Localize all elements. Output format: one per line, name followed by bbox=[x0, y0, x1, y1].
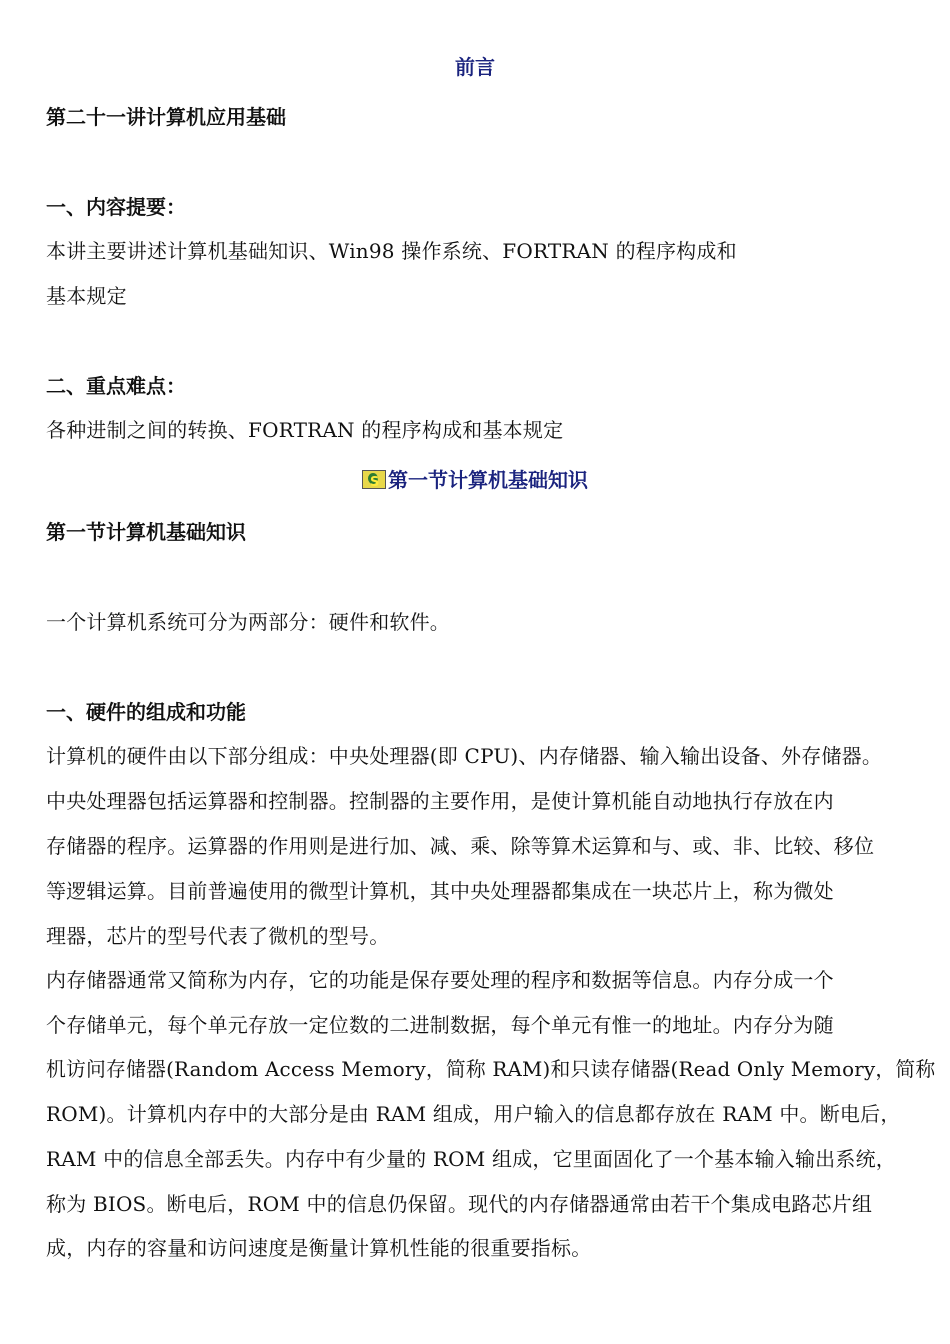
hardware-line: 称为 BIOS。断电后，ROM 中的信息仍保留。现代的内存储器通常由若干个集成电路芯片组 bbox=[46, 1192, 873, 1216]
chapter-heading: 第一节计算机基础知识 bbox=[46, 520, 246, 544]
hardware-line: 内存储器通常又简称为内存，它的功能是保存要处理的程序和数据等信息。内存分成一个 bbox=[46, 968, 834, 992]
hardware-line: 成，内存的容量和访问速度是衡量计算机性能的很重要指标。 bbox=[46, 1236, 592, 1260]
hardware-line: ROM)。计算机内存中的大部分是由 RAM 组成，用户输入的信息都存放在 RAM 中。断电后， bbox=[46, 1102, 901, 1126]
hardware-line: 个存储单元，每个单元存放一定位数的二进制数据，每个单元有惟一的地址。内存分为随 bbox=[46, 1013, 834, 1037]
lecture-title: 第二十一讲计算机应用基础 bbox=[46, 105, 286, 129]
section1-line: 本讲主要讲述计算机基础知识、Win98 操作系统、FORTRAN 的程序构成和 bbox=[46, 239, 737, 263]
hardware-line: 中央处理器包括运算器和控制器。控制器的主要作用，是使计算机能自动地执行存放在内 bbox=[46, 789, 834, 813]
hardware-line: 等逻辑运算。目前普遍使用的微型计算机，其中央处理器都集成在一块芯片上，称为微处 bbox=[46, 879, 834, 903]
page-title: 前言 bbox=[455, 55, 495, 79]
hardware-line: 存储器的程序。运算器的作用则是进行加、减、乘、除等算术运算和与、或、非、比较、移位 bbox=[46, 834, 875, 858]
hardware-line: 理器，芯片的型号代表了微机的型号。 bbox=[46, 924, 390, 948]
section1-line: 基本规定 bbox=[46, 284, 127, 308]
hardware-heading: 一、硬件的组成和功能 bbox=[46, 700, 246, 724]
chapter-link-label[interactable]: 第一节计算机基础知识 bbox=[388, 468, 588, 492]
chapter-link-icon[interactable] bbox=[362, 470, 386, 489]
hardware-line: 计算机的硬件由以下部分组成：中央处理器(即 CPU)、内存储器、输入输出设备、外存储器。 bbox=[46, 744, 883, 768]
hardware-line: 机访问存储器(Random Access Memory，简称 RAM)和只读存储器(Read Only Memory，简称 bbox=[46, 1058, 936, 1081]
chapter-link[interactable] bbox=[0, 466, 950, 494]
section1-heading: 一、内容提要： bbox=[46, 195, 186, 219]
section2-line: 各种进制之间的转换、FORTRAN 的程序构成和基本规定 bbox=[46, 418, 564, 442]
hardware-line: RAM 中的信息全部丢失。内存中有少量的 ROM 组成，它里面固化了一个基本输入输出系统， bbox=[46, 1147, 896, 1171]
intro-text: 一个计算机系统可分为两部分：硬件和软件。 bbox=[46, 610, 450, 634]
section2-heading: 二、重点难点： bbox=[46, 374, 186, 398]
